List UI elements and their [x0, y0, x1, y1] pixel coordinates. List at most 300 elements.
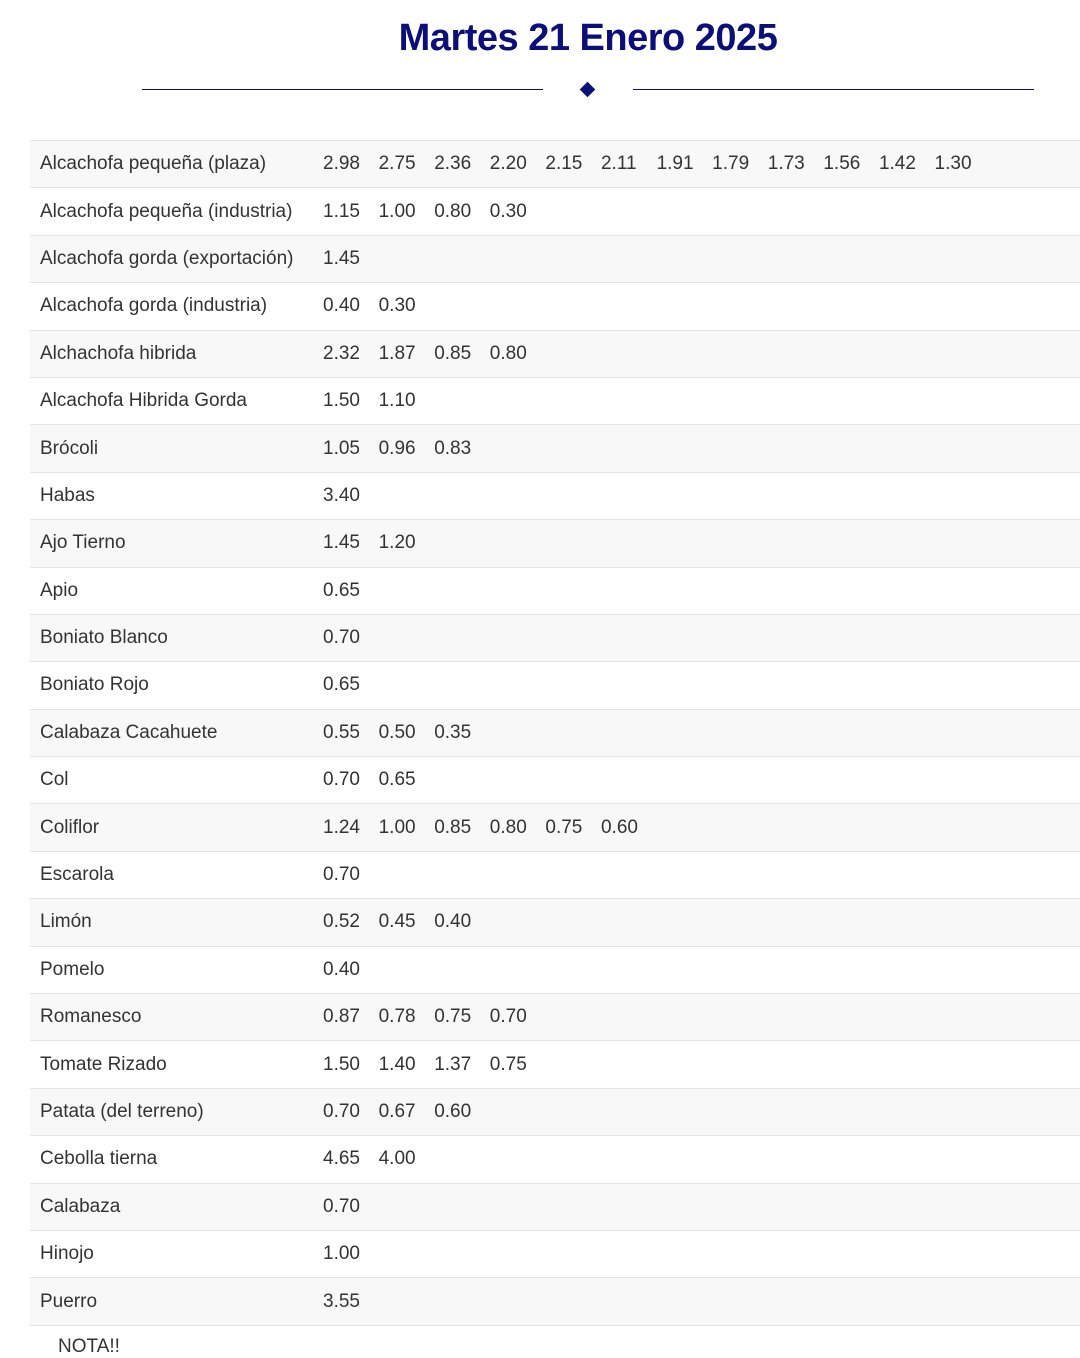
price-value: 1.56 [823, 153, 861, 175]
row-filler [990, 520, 1080, 567]
price-value: 2.15 [545, 153, 583, 175]
price-value [879, 567, 935, 614]
price-value [545, 520, 601, 567]
price-value [712, 1183, 768, 1230]
price-value [935, 1230, 991, 1277]
price-value [601, 1230, 657, 1277]
price-value [879, 804, 935, 851]
price-value [657, 330, 713, 377]
price-value: 1.40 [378, 1053, 416, 1075]
price-value: 0.80 [489, 816, 527, 838]
price-value [657, 1278, 713, 1325]
price-value [879, 946, 935, 993]
product-name: Alchachofa hibrida [40, 342, 197, 364]
row-filler [990, 1230, 1080, 1277]
price-value [657, 1136, 713, 1183]
price-value: 1.15 [323, 200, 360, 222]
price-value [823, 188, 879, 235]
price-value: 1.45 [323, 532, 360, 554]
table-row [30, 235, 1080, 282]
price-value [768, 1088, 824, 1135]
price-value [545, 1183, 601, 1230]
price-value [768, 1183, 824, 1230]
price-value [490, 1136, 546, 1183]
price-value [935, 804, 991, 851]
price-value [823, 804, 879, 851]
price-value: 0.78 [378, 1006, 416, 1028]
price-value [712, 709, 768, 756]
table-row [30, 709, 1080, 756]
price-value [657, 662, 713, 709]
price-value: 1.10 [378, 390, 416, 412]
diamond-ornament-icon [580, 82, 596, 98]
product-name: Hinojo [40, 1243, 94, 1265]
price-value [657, 1230, 713, 1277]
table-row [30, 804, 1080, 851]
price-value: 0.96 [378, 437, 416, 459]
row-filler [990, 1136, 1080, 1183]
price-value: 0.85 [434, 342, 472, 364]
price-value: 0.70 [489, 1006, 527, 1028]
price-value: 0.75 [434, 1006, 472, 1028]
price-value [490, 283, 546, 330]
price-value [545, 235, 601, 282]
product-name: Patata (del terreno) [40, 1101, 204, 1122]
price-value [601, 520, 657, 567]
price-value [768, 472, 824, 519]
price-value [935, 567, 991, 614]
price-value [601, 330, 657, 377]
price-value [601, 662, 657, 709]
price-value: 0.40 [323, 958, 360, 980]
row-filler [990, 994, 1080, 1041]
price-value [601, 1136, 657, 1183]
price-value [879, 899, 935, 946]
price-value [490, 1278, 546, 1325]
price-value: 0.70 [323, 1195, 360, 1217]
price-value [879, 1183, 935, 1230]
price-value [434, 662, 490, 709]
price-value [712, 235, 768, 282]
price-value [712, 614, 768, 661]
price-value [879, 994, 935, 1041]
price-value [879, 283, 935, 330]
price-value [545, 1136, 601, 1183]
price-value: 1.50 [323, 390, 360, 412]
price-value [601, 1088, 657, 1135]
price-value: 1.42 [878, 153, 916, 175]
product-name: Ajo Tierno [40, 532, 126, 554]
price-value [768, 757, 824, 804]
price-value [712, 188, 768, 235]
price-value [823, 1183, 879, 1230]
price-value [601, 1041, 657, 1088]
row-filler [990, 330, 1080, 377]
price-value [712, 1088, 768, 1135]
product-name: Apio [40, 579, 79, 601]
price-value [712, 283, 768, 330]
price-value [601, 235, 657, 282]
price-value [823, 1041, 879, 1088]
price-value [545, 1278, 601, 1325]
product-name: Alcachofa pequeña (plaza) [40, 153, 267, 175]
row-filler [990, 425, 1080, 472]
price-value [712, 1041, 768, 1088]
table-row [30, 141, 1080, 188]
row-filler [990, 377, 1080, 424]
title-divider-right [633, 89, 1034, 90]
product-name: Pomelo [40, 958, 105, 980]
price-value [601, 614, 657, 661]
price-value [490, 1183, 546, 1230]
price-value [657, 709, 713, 756]
price-value [712, 946, 768, 993]
price-value [657, 851, 713, 898]
row-filler [990, 472, 1080, 519]
price-value [490, 899, 546, 946]
price-value [768, 377, 824, 424]
title-divider-left [142, 89, 543, 90]
product-name: Boniato Rojo [40, 674, 149, 696]
table-row [30, 1041, 1080, 1088]
price-value [879, 1230, 935, 1277]
price-value [823, 235, 879, 282]
product-name: Cebolla tierna [40, 1148, 158, 1170]
price-value: 1.00 [378, 200, 416, 222]
price-value [379, 1183, 435, 1230]
price-value: 0.40 [434, 911, 472, 933]
price-value [490, 377, 546, 424]
price-value [935, 377, 991, 424]
price-value [545, 425, 601, 472]
row-filler [990, 1041, 1080, 1088]
price-value [712, 1278, 768, 1325]
table-row [30, 520, 1080, 567]
price-value [490, 235, 546, 282]
price-value [379, 567, 435, 614]
price-value [935, 757, 991, 804]
price-value [768, 662, 824, 709]
price-value [823, 472, 879, 519]
price-value: 3.55 [323, 1290, 360, 1312]
price-value [712, 851, 768, 898]
price-value [657, 188, 713, 235]
price-value: 0.75 [545, 816, 583, 838]
price-value [490, 1088, 546, 1135]
table-row [30, 614, 1080, 661]
price-value [601, 472, 657, 519]
price-value [657, 804, 713, 851]
row-filler [990, 1088, 1080, 1135]
price-value [879, 425, 935, 472]
price-value [879, 662, 935, 709]
price-value [657, 994, 713, 1041]
price-value [712, 330, 768, 377]
product-name: Calabaza [40, 1195, 121, 1217]
price-value [434, 567, 490, 614]
price-value: 0.87 [323, 1006, 360, 1028]
price-value [712, 899, 768, 946]
price-value [601, 188, 657, 235]
price-value [823, 520, 879, 567]
product-name: Alcachofa gorda (exportación) [40, 247, 294, 269]
price-value [601, 377, 657, 424]
price-value [601, 1278, 657, 1325]
price-value [712, 662, 768, 709]
price-value [879, 1278, 935, 1325]
price-value [545, 662, 601, 709]
price-value [545, 851, 601, 898]
product-name: Habas [40, 484, 95, 506]
row-filler [990, 567, 1080, 614]
price-value [823, 283, 879, 330]
price-value [768, 188, 824, 235]
price-value [768, 1278, 824, 1325]
price-value [601, 757, 657, 804]
price-value [879, 188, 935, 235]
price-value [879, 1136, 935, 1183]
price-value: 0.65 [378, 769, 416, 791]
price-value: 2.75 [378, 153, 416, 175]
price-value [823, 1136, 879, 1183]
price-value [768, 235, 824, 282]
price-value [434, 1278, 490, 1325]
table-row [30, 1088, 1080, 1135]
price-value [823, 899, 879, 946]
price-value [768, 425, 824, 472]
price-value [601, 283, 657, 330]
price-value: 1.00 [323, 1243, 360, 1265]
price-value [601, 946, 657, 993]
row-filler [990, 662, 1080, 709]
price-value: 1.87 [378, 342, 416, 364]
product-name: Col [40, 769, 69, 791]
price-value [545, 472, 601, 519]
price-table [30, 140, 1080, 1326]
price-value [601, 899, 657, 946]
price-value [434, 1136, 490, 1183]
price-value [712, 1230, 768, 1277]
price-value [657, 235, 713, 282]
price-value [879, 520, 935, 567]
table-row [30, 425, 1080, 472]
price-value [823, 1088, 879, 1135]
price-value [657, 520, 713, 567]
table-row [30, 330, 1080, 377]
price-value [935, 851, 991, 898]
price-value [935, 709, 991, 756]
row-filler [990, 141, 1080, 188]
price-value: 2.32 [323, 342, 360, 364]
price-value: 0.30 [489, 200, 527, 222]
row-filler [990, 188, 1080, 235]
price-value [379, 851, 435, 898]
price-value [434, 283, 490, 330]
price-value: 4.65 [323, 1148, 360, 1170]
price-value [657, 425, 713, 472]
product-name: Limón [40, 911, 92, 933]
price-value: 1.37 [434, 1053, 472, 1075]
price-value [935, 188, 991, 235]
price-value [545, 709, 601, 756]
price-value: 0.65 [323, 579, 360, 601]
price-value [490, 472, 546, 519]
price-value [879, 614, 935, 661]
price-value [768, 1230, 824, 1277]
row-filler [990, 1183, 1080, 1230]
price-value: 1.00 [378, 816, 416, 838]
price-value: 1.73 [767, 153, 805, 175]
price-value [823, 757, 879, 804]
price-value [935, 472, 991, 519]
price-value: 1.24 [323, 816, 360, 838]
price-value [601, 425, 657, 472]
product-name: Escarola [40, 864, 114, 886]
product-name: Brócoli [40, 437, 99, 459]
price-value [823, 330, 879, 377]
price-value [379, 1278, 435, 1325]
price-value [490, 757, 546, 804]
price-value: 0.83 [434, 437, 472, 459]
price-value [490, 851, 546, 898]
page-header [0, 0, 1080, 120]
product-name: Alcachofa pequeña (industria) [40, 200, 293, 222]
price-value [879, 1088, 935, 1135]
price-value [879, 709, 935, 756]
price-value [434, 235, 490, 282]
price-value [379, 946, 435, 993]
price-value [935, 425, 991, 472]
price-value [657, 899, 713, 946]
price-value: 0.52 [323, 911, 360, 933]
price-value [823, 614, 879, 661]
price-value: 0.70 [323, 627, 360, 649]
table-row [30, 946, 1080, 993]
price-value [379, 235, 435, 282]
price-value [712, 804, 768, 851]
price-value [657, 567, 713, 614]
price-value [935, 662, 991, 709]
table-row [30, 899, 1080, 946]
price-value [434, 520, 490, 567]
price-value: 0.67 [378, 1101, 416, 1122]
price-value [379, 1230, 435, 1277]
price-value: 0.80 [489, 342, 527, 364]
price-value: 1.79 [712, 153, 750, 175]
row-filler [990, 757, 1080, 804]
price-value: 2.36 [434, 153, 472, 175]
table-row [30, 472, 1080, 519]
price-value [545, 1230, 601, 1277]
price-value [768, 520, 824, 567]
price-value: 0.70 [323, 1101, 360, 1122]
price-value [935, 330, 991, 377]
price-value [935, 1041, 991, 1088]
price-table-body [30, 141, 1080, 1326]
price-value [379, 614, 435, 661]
table-row [30, 1278, 1080, 1325]
price-value [935, 1088, 991, 1135]
price-value [768, 614, 824, 661]
price-value [935, 1183, 991, 1230]
table-row [30, 1136, 1080, 1183]
price-value [601, 994, 657, 1041]
price-value [768, 851, 824, 898]
price-value [490, 520, 546, 567]
price-value [712, 567, 768, 614]
price-value: 4.00 [378, 1148, 416, 1170]
product-name: Coliflor [40, 816, 100, 838]
price-value [768, 330, 824, 377]
row-filler [990, 851, 1080, 898]
price-value [545, 994, 601, 1041]
price-value [879, 757, 935, 804]
price-value [434, 614, 490, 661]
price-value [879, 1041, 935, 1088]
price-value [823, 1278, 879, 1325]
price-value: 0.45 [378, 911, 416, 933]
price-value [434, 1183, 490, 1230]
price-value [823, 994, 879, 1041]
price-value [490, 1230, 546, 1277]
table-row [30, 188, 1080, 235]
price-value [434, 757, 490, 804]
price-value [823, 709, 879, 756]
row-filler [990, 709, 1080, 756]
price-value [657, 1088, 713, 1135]
price-value: 0.55 [323, 721, 360, 743]
price-value [490, 662, 546, 709]
price-value [545, 377, 601, 424]
price-value [490, 946, 546, 993]
row-filler [990, 235, 1080, 282]
price-value [490, 567, 546, 614]
price-value [545, 1088, 601, 1135]
price-value: 1.91 [656, 153, 694, 175]
price-value: 2.98 [323, 153, 360, 175]
price-value: 0.80 [434, 200, 472, 222]
price-value [823, 1230, 879, 1277]
price-value [434, 851, 490, 898]
price-value: 0.60 [434, 1101, 472, 1122]
price-value [545, 614, 601, 661]
price-value [768, 804, 824, 851]
table-row [30, 757, 1080, 804]
price-value: 2.20 [489, 153, 527, 175]
price-value [935, 283, 991, 330]
price-value [935, 899, 991, 946]
price-value [601, 1183, 657, 1230]
price-value [545, 330, 601, 377]
price-value [545, 757, 601, 804]
table-row [30, 283, 1080, 330]
price-value [712, 994, 768, 1041]
table-row [30, 994, 1080, 1041]
page-title: Martes 21 Enero 2025 [398, 17, 778, 59]
price-value [768, 283, 824, 330]
price-value [823, 851, 879, 898]
product-name: Puerro [40, 1290, 98, 1312]
price-value: 0.40 [323, 295, 360, 317]
price-value [545, 1041, 601, 1088]
row-filler [990, 946, 1080, 993]
price-value [823, 946, 879, 993]
price-value [712, 1136, 768, 1183]
table-row [30, 1230, 1080, 1277]
row-filler [990, 1278, 1080, 1325]
price-value [379, 662, 435, 709]
price-value [490, 425, 546, 472]
